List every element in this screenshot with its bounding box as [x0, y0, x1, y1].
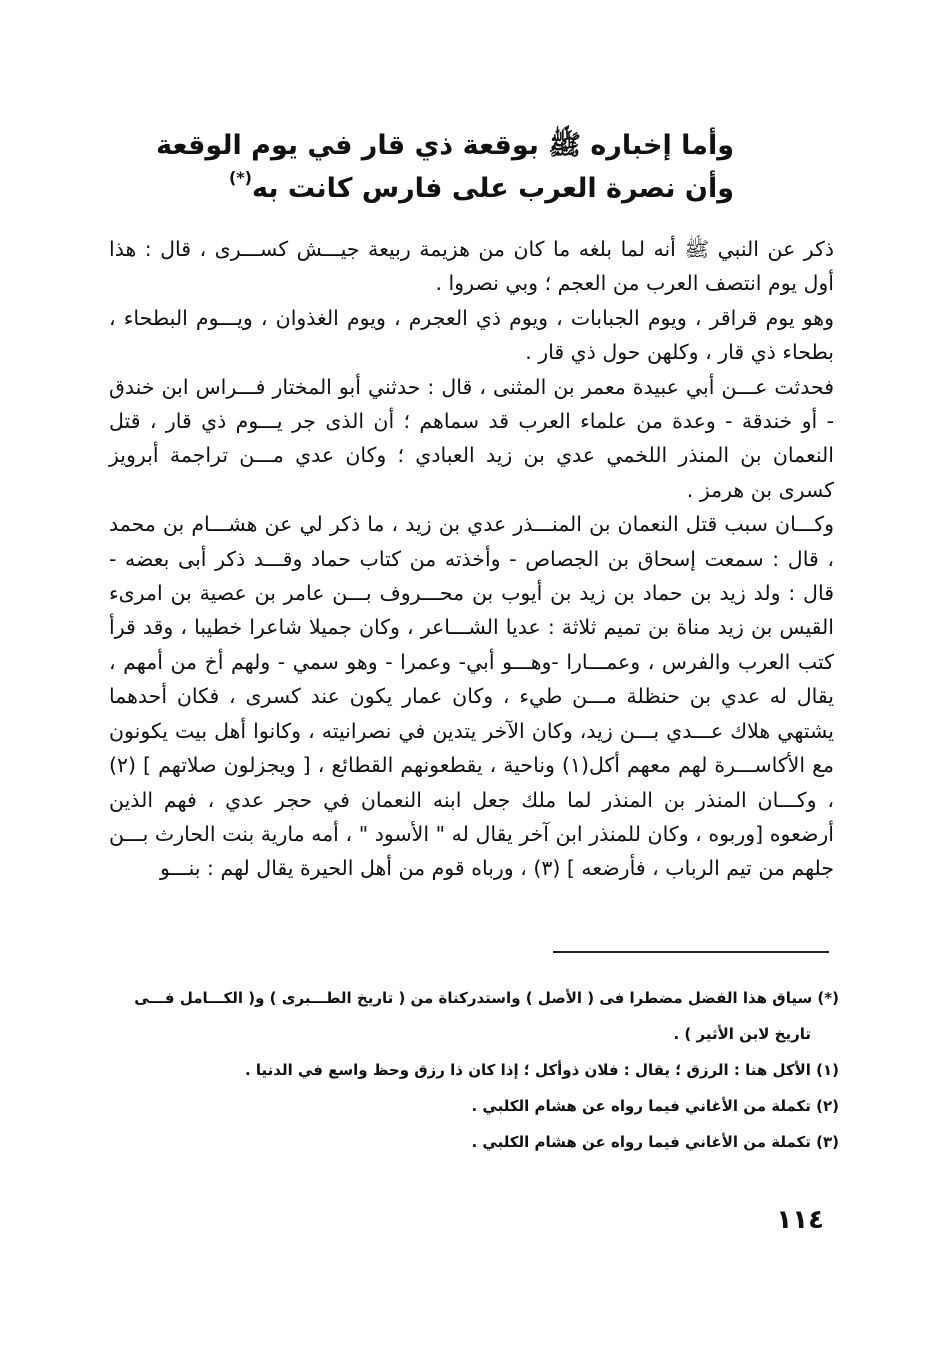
footnote-2: (٢) تكملة من الأغاني فيما رواه عن هشام الكلبي .: [471, 1097, 839, 1115]
heading-line-2: [214, 164, 734, 207]
footnote-star-continuation: تاريخ لابن الأثير ) .: [673, 1025, 811, 1043]
footnote-divider: [553, 951, 829, 953]
paragraph-3: فحدثت عـــن أبي عبيدة معمر بن المثنى ، قال : حدثني أبو المختار فـــراس ابن خندق - أو خندقة - وعدة من علماء العرب قد سماهم ؛ أن الذى جر يـــوم ذي قار ، قتل النعمان بن المنذر اللخمي عدي بن زيد العبادي ؛ وكان عدي مـــن تراجمة أبرويز كسرى بن هرمز .: [109, 374, 834, 502]
paragraph-2: وهو يوم قراقر ، ويوم الجبابات ، ويوم ذي العجرم ، ويوم الغذوان ، ويـــوم البطحاء ، بطحاء ذي قار ، وكلهن حول ذي قار .: [109, 305, 834, 365]
page-number: ١١٤: [776, 1205, 824, 1235]
footnote-star: (*) سياق هذا الفضل مضطرا فى ( الأصل ) واستدركناة من ( تاريخ الطـــبرى ) و( الكـــامل فـــى: [134, 989, 839, 1007]
footnotes: [104, 980, 839, 1160]
footnote-1: (١) الأكل هنا : الرزق ؛ يقال : فلان ذوأكل ؛ إذا كان ذا رزق وحظ واسع في الدنيا .: [244, 1061, 839, 1079]
heading-line-2-text: وأن نصرة العرب على فارس كانت به: [252, 173, 734, 204]
chapter-heading: [156, 128, 734, 207]
footnote-3: (٣) تكملة من الأغاني فيما رواه عن هشام الكلبي .: [471, 1133, 839, 1151]
paragraph-1: ذكر عن النبي ﷺ أنه لما بلغه ما كان من هزيمة ربيعة جيـــش كســـرى ، قال : هذا أول يوم انتصف العرب من العجم ؛ وبي نصروا .: [109, 237, 834, 296]
paragraph-4: وكـــان سبب قتل النعمان بن المنـــذر عدي بن زيد ، ما ذكر لي عن هشـــام بن محمد ، قال : سمعت إسحاق بن الجصاص - وأخذته من كتاب حماد وقـــد ذكر أبى بعضه - قال : ولد زيد بن حماد بن زيد بن أيوب بن محـــروف بـــن عامر بن عصية بن امرىء القيس بن زيد مناة بن تميم ثلاثة : عديا الشـــاعر ، وكان جميلا شاعرا خطيبا ، وقد قرأ كتب العرب والفرس ، وعمـــارا -وهـــو أبي- وعمرا - وهو سمي - ولهم أخ من أمهم ، يقال له عدي بن حنظلة مـــن طيء ، وكان عمار يكون عند كسرى ، فكان أحدهما يشتهي هلاك عـــدي بـــن زيد، وكان الآخر يتدين في نصرانيته ، وكانوا أهل بيت يكونون مع الأكاســـرة لهم معهم أكل(١) وناحية ، يقطعونهم القطائع ، [ ويجزلون صلاتهم ] (٢) ، وكـــان المنذر بن المنذر لما ملك جعل ابنه النعمان في حجر عدي ، فهم الذين أرضعوه [وربوه ، وكان للمنذر ابن آخر يقال له " الأسود " ، أمه مارية بنت الحارث بـــن جلهم من تيم الرباب ، فأرضعه ] (٣) ، ورباه قوم من أهل الحيرة يقال لهم : بنـــو: [109, 512, 834, 881]
heading-line-1: وأما إخباره ﷺ بوقعة ذي قار في يوم الوقعة: [156, 130, 734, 161]
heading-footnote-marker: (*): [229, 168, 252, 187]
main-text: [109, 232, 834, 886]
